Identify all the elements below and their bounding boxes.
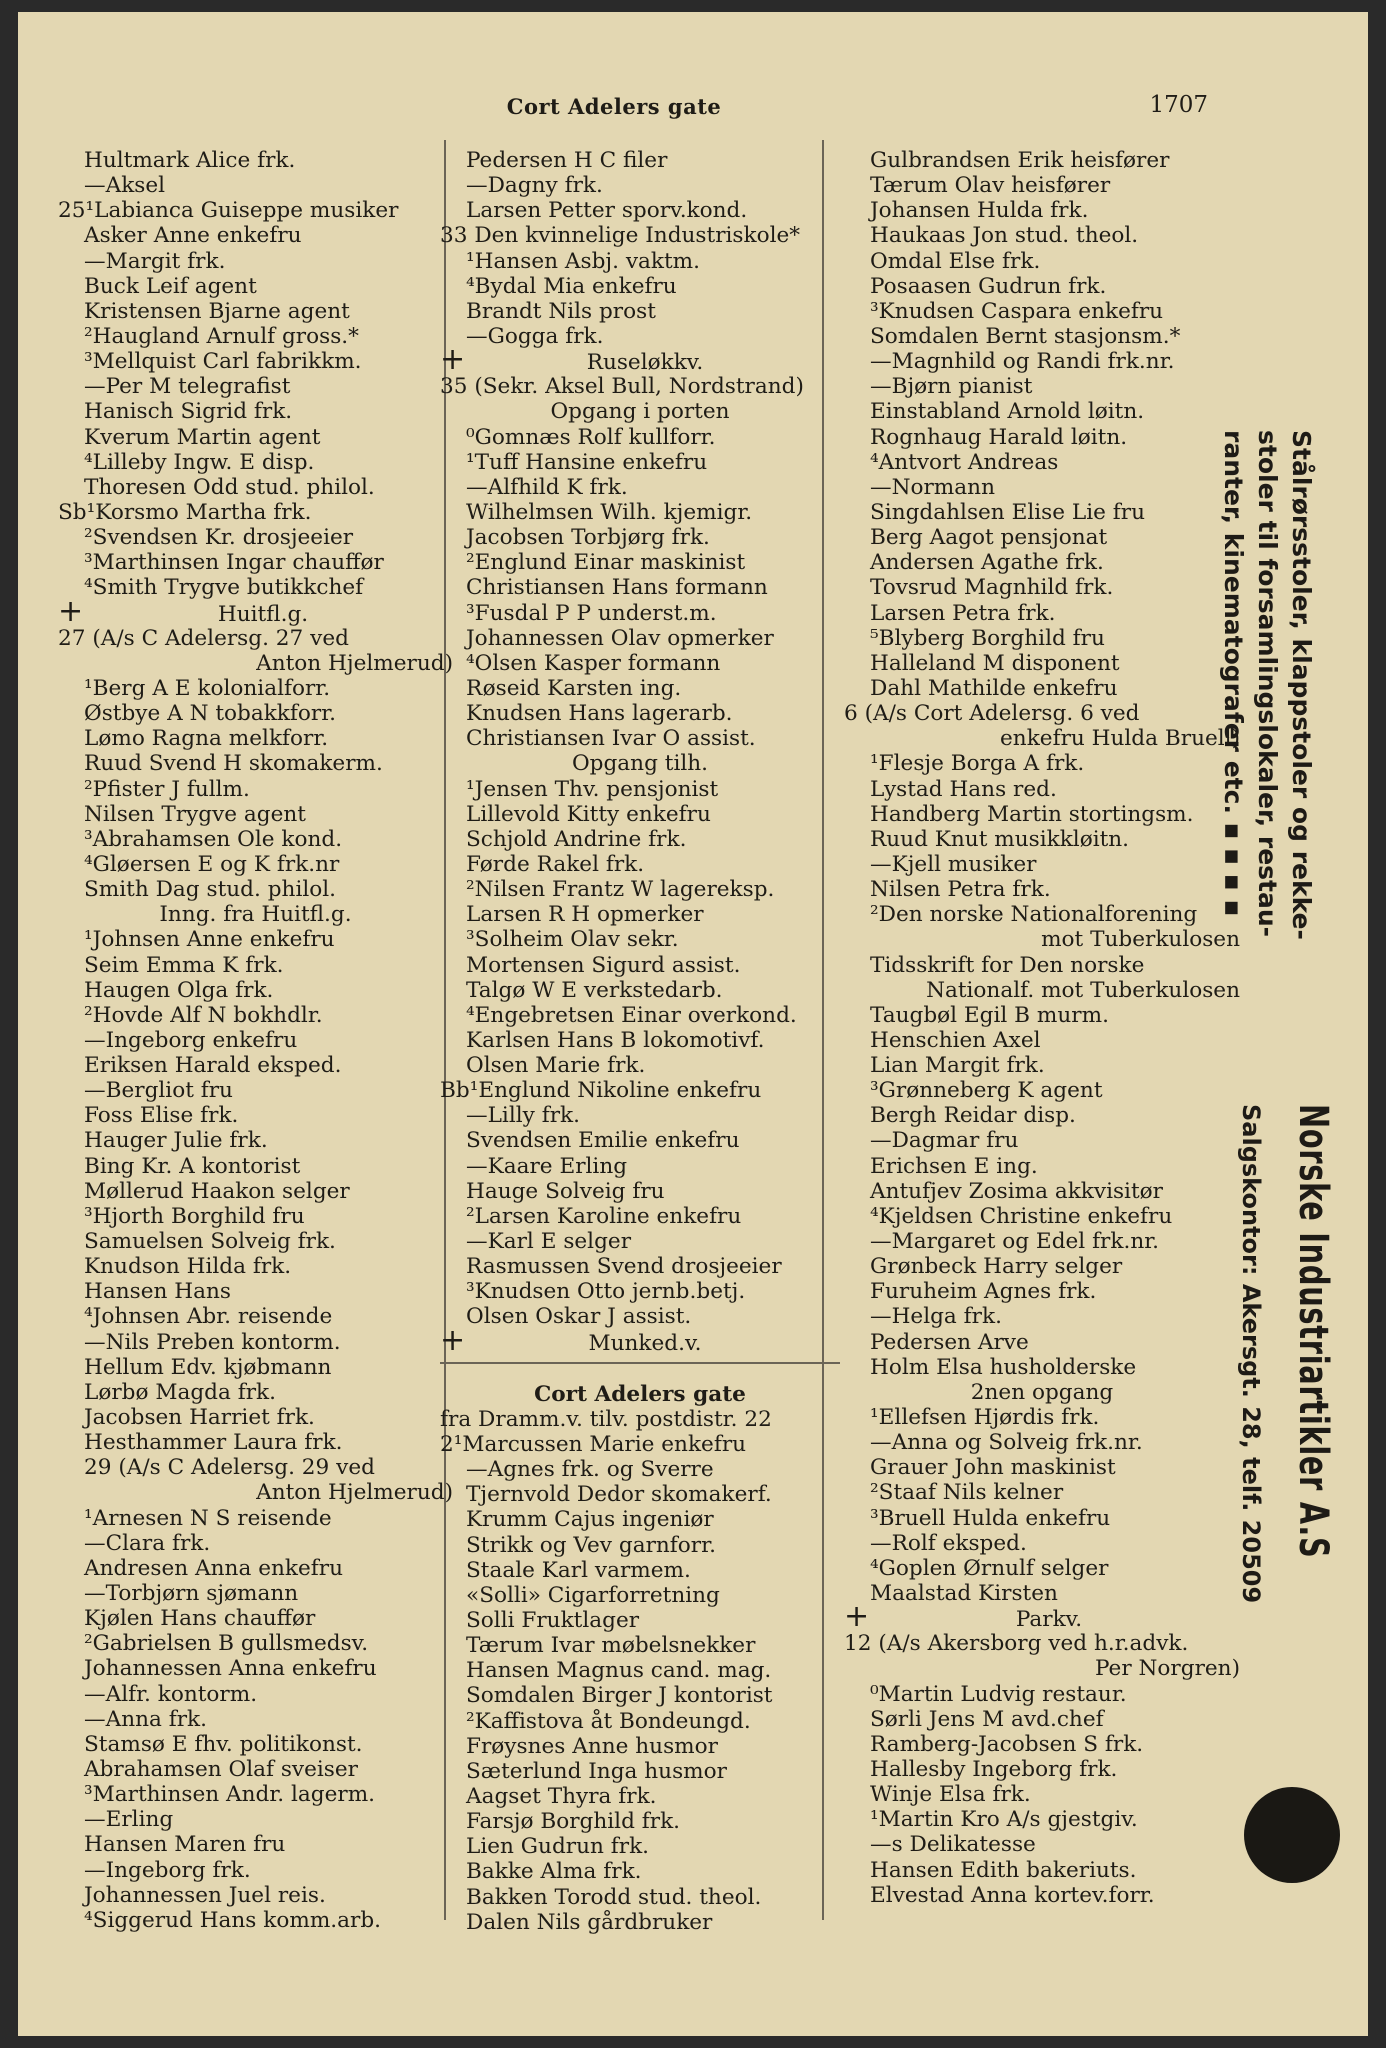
directory-entry: 27 (A/s C Adelersg. 27 ved bbox=[58, 625, 349, 651]
directory-entry: ¹Martin Kro A/s gjestgiv. bbox=[870, 1807, 1138, 1833]
directory-entry: ²Kaffistova åt Bondeungd. bbox=[466, 1708, 751, 1734]
directory-entry: Lillevold Kitty enkefru bbox=[466, 801, 711, 827]
directory-entry: —Erling bbox=[84, 1807, 174, 1833]
directory-entry: Maalstad Kirsten bbox=[870, 1581, 1058, 1607]
directory-entry: 12 (A/s Akersborg ved h.r.advk. bbox=[844, 1631, 1189, 1657]
page-number: 1707 bbox=[1149, 92, 1208, 118]
directory-entry: —Kaare Erling bbox=[466, 1153, 628, 1179]
directory-entry: ¹Arnesen N S reisende bbox=[84, 1505, 332, 1531]
directory-entry: —Bjørn pianist bbox=[870, 374, 1033, 400]
directory-entry: ³Hjorth Borghild fru bbox=[84, 1203, 305, 1229]
directory-entry: —Ingeborg frk. bbox=[84, 1857, 251, 1883]
directory-entry: Krumm Cajus ingeniør bbox=[466, 1507, 714, 1533]
directory-entry: ⁰Martin Ludvig restaur. bbox=[870, 1681, 1127, 1707]
directory-entry: —Alfr. kontorm. bbox=[84, 1681, 258, 1707]
directory-entry: Andersen Agathe frk. bbox=[870, 550, 1104, 576]
directory-entry: Posaasen Gudrun frk. bbox=[870, 273, 1107, 299]
directory-entry: Furuheim Agnes frk. bbox=[870, 1279, 1097, 1305]
directory-entry: —Kjell musiker bbox=[870, 851, 1037, 877]
directory-entry: Johannessen Anna enkefru bbox=[84, 1656, 377, 1682]
directory-entry: ²Pfister J fullm. bbox=[84, 776, 250, 802]
directory-entry: —Magnhild og Randi frk.nr. bbox=[870, 349, 1175, 375]
directory-entry: Henschien Axel bbox=[870, 1027, 1041, 1053]
cross-street-label: Munked.v. bbox=[588, 1330, 702, 1356]
directory-entry: Tjernvold Dedor skomakerf. bbox=[466, 1482, 772, 1508]
directory-entry: Christiansen Ivar O assist. bbox=[466, 726, 756, 752]
cross-street bbox=[58, 593, 453, 629]
directory-entry: Dahl Mathilde enkefru bbox=[870, 675, 1118, 701]
directory-entry: Sørli Jens M avd.chef bbox=[870, 1706, 1104, 1732]
directory-entry: Bakken Torodd stud. theol. bbox=[466, 1884, 762, 1910]
directory-entry: enkefru Hulda Bruell) bbox=[1000, 726, 1240, 752]
directory-entry: ³Bruell Hulda enkefru bbox=[870, 1505, 1111, 1531]
directory-entry: Larsen R H opmerker bbox=[466, 902, 704, 928]
directory-entry: 33 Den kvinnelige Industriskole* bbox=[440, 223, 801, 249]
directory-entry: Sæterlund Inga husmor bbox=[466, 1758, 727, 1784]
directory-entry: ³Grønneberg K agent bbox=[870, 1078, 1103, 1104]
directory-entry: —Margaret og Edel frk.nr. bbox=[870, 1229, 1160, 1255]
directory-entry: Larsen Petter sporv.kond. bbox=[466, 198, 748, 224]
directory-entry: Ruud Knut musikkløitn. bbox=[870, 826, 1130, 852]
directory-entry: ²Svendsen Kr. drosjeeier bbox=[84, 525, 354, 551]
section-rule bbox=[440, 1362, 840, 1382]
directory-entry: Tidsskrift for Den norske bbox=[870, 952, 1145, 978]
directory-entry: 29 (A/s C Adelersg. 29 ved bbox=[84, 1455, 375, 1481]
directory-entry: Inng. fra Huitfl.g. bbox=[159, 902, 352, 928]
cross-street-label: Ruseløkkv. bbox=[586, 350, 704, 376]
ad-line-1: Stålrørsstoler, klappstoler og rekke- bbox=[1287, 430, 1316, 940]
directory-entry: Anton Hjelmerud) bbox=[256, 1480, 453, 1506]
directory-entry: Lørbø Magda frk. bbox=[84, 1379, 276, 1405]
directory-entry: —Dagny frk. bbox=[466, 173, 603, 199]
directory-entry: Nilsen Petra frk. bbox=[870, 877, 1051, 903]
directory-entry: Eriksen Harald eksped. bbox=[84, 1053, 342, 1079]
cross-street-label: Parkv. bbox=[1015, 1607, 1083, 1633]
cross-icon: + bbox=[440, 342, 466, 378]
cross-street-label: Huitfl.g. bbox=[217, 601, 309, 627]
directory-entry: —Clara frk. bbox=[84, 1530, 211, 1556]
directory-entry: ⁴Antvort Andreas bbox=[870, 449, 1059, 475]
directory-entry: Antufjev Zosima akkvisitør bbox=[870, 1178, 1163, 1204]
directory-entry: ²Larsen Karoline enkefru bbox=[466, 1203, 742, 1229]
directory-entry: ⁵Blyberg Borghild fru bbox=[870, 625, 1105, 651]
directory-entry: Haukaas Jon stud. theol. bbox=[870, 223, 1139, 249]
directory-entry: Grønbeck Harry selger bbox=[870, 1254, 1123, 1280]
directory-entry: Strikk og Vev garnforr. bbox=[466, 1532, 716, 1558]
directory-entry: Olsen Marie frk. bbox=[466, 1053, 646, 1079]
directory-entry: Johannessen Juel reis. bbox=[84, 1882, 326, 1908]
page-title: Cort Adelers gate bbox=[506, 94, 722, 119]
directory-entry: ²Haugland Arnulf gross.* bbox=[84, 323, 359, 349]
directory-entry: Anton Hjelmerud) bbox=[256, 650, 453, 676]
directory-entry: Hansen Hans bbox=[84, 1279, 231, 1305]
directory-entry: —Nils Preben kontorm. bbox=[84, 1329, 341, 1355]
directory-entry: Rasmussen Svend drosjeeier bbox=[466, 1254, 782, 1280]
directory-entry: —Margit frk. bbox=[84, 248, 226, 274]
directory-entry: Erichsen E ing. bbox=[870, 1153, 1038, 1179]
column-2 bbox=[440, 148, 840, 1935]
directory-entry: ³Marthinsen Ingar chauffør bbox=[84, 550, 384, 576]
directory-entry: Jacobsen Harriet frk. bbox=[84, 1405, 315, 1431]
directory-entry: Johansen Hulda frk. bbox=[870, 198, 1089, 224]
directory-entry: —Torbjørn sjømann bbox=[84, 1581, 299, 1607]
directory-entry: ⁴Bydal Mia enkefru bbox=[466, 273, 677, 299]
directory-entry: Hellum Edv. kjøbmann bbox=[84, 1354, 332, 1380]
directory-entry: ⁴Goplen Ørnulf selger bbox=[870, 1555, 1109, 1581]
directory-entry: Somdalen Bernt stasjonsm.* bbox=[870, 323, 1181, 349]
directory-entry: Hansen Maren fru bbox=[84, 1832, 286, 1858]
directory-entry: Smith Dag stud. philol. bbox=[84, 877, 337, 903]
directory-entry: Schjold Andrine frk. bbox=[466, 826, 687, 852]
directory-entry: —Aksel bbox=[84, 173, 166, 199]
directory-entry: Røseid Karsten ing. bbox=[466, 675, 682, 701]
directory-entry: Berg Aagot pensjonat bbox=[870, 525, 1108, 551]
directory-entry: Gulbrandsen Erik heisfører bbox=[870, 148, 1170, 173]
directory-entry: —Dagmar fru bbox=[870, 1128, 1019, 1154]
directory-entry: ¹Hansen Asbj. vaktm. bbox=[466, 248, 700, 274]
directory-entry: ³Abrahamsen Ole kond. bbox=[84, 826, 343, 852]
directory-entry: Pedersen H C filer bbox=[466, 148, 668, 173]
directory-entry: —Bergliot fru bbox=[84, 1078, 233, 1104]
directory-entry: ¹Johnsen Anne enkefru bbox=[84, 927, 335, 953]
directory-entry: Knudsen Hans lagerarb. bbox=[466, 701, 733, 727]
directory-entry: ³Knudsen Otto jernb.betj. bbox=[466, 1279, 746, 1305]
ad-line-3: ranter, kinematografer etc. ▪ ▪ ▪ ▪ bbox=[1219, 430, 1248, 917]
directory-entry: ¹Tuff Hansine enkefru bbox=[466, 449, 708, 475]
directory-entry: —Karl E selger bbox=[466, 1229, 632, 1255]
directory-entry: ⁴Engebretsen Einar overkond. bbox=[466, 1002, 797, 1028]
sales-office: Salgskontor: Akersgt. 28, telf. 20509 bbox=[1237, 1104, 1265, 1604]
directory-entry: Somdalen Birger J kontorist bbox=[466, 1683, 773, 1709]
directory-entry: —Agnes frk. og Sverre bbox=[466, 1457, 714, 1483]
directory-entry: —Lilly frk. bbox=[466, 1103, 580, 1129]
column-3 bbox=[844, 148, 1240, 1908]
directory-entry: Hanisch Sigrid frk. bbox=[84, 399, 293, 425]
directory-entry: ²Staaf Nils kelner bbox=[870, 1480, 1064, 1506]
directory-entry: Tærum Olav heisfører bbox=[870, 173, 1111, 199]
directory-entry: Møllerud Haakon selger bbox=[84, 1178, 350, 1204]
directory-entry: ²Den norske Nationalforening bbox=[870, 902, 1198, 928]
directory-entry: Handberg Martin stortingsm. bbox=[870, 801, 1194, 827]
directory-entry: Johannessen Olav opmerker bbox=[466, 625, 774, 651]
directory-entry: Tærum Ivar møbelsnekker bbox=[466, 1633, 756, 1659]
directory-entry: Stamsø E fhv. politikonst. bbox=[84, 1731, 363, 1757]
directory-entry: Lystad Hans red. bbox=[870, 776, 1057, 802]
directory-entry: 35 (Sekr. Aksel Bull, Nordstrand) bbox=[440, 374, 804, 400]
company-logo bbox=[1244, 1787, 1340, 1883]
directory-entry: ³Fusdal P P underst.m. bbox=[466, 600, 717, 626]
directory-entry: Holm Elsa husholderske bbox=[870, 1354, 1137, 1380]
directory-entry: «Solli» Cigarforretning bbox=[466, 1582, 720, 1608]
directory-entry: Solli Fruktlager bbox=[466, 1608, 640, 1634]
directory-entry: Staale Karl varmem. bbox=[466, 1557, 691, 1583]
directory-entry: Per Norgren) bbox=[1095, 1656, 1240, 1682]
directory-entry: Karlsen Hans B lokomotivf. bbox=[466, 1027, 765, 1053]
directory-entry: —Rolf eksped. bbox=[870, 1530, 1027, 1556]
directory-entry: Lømo Ragna melkforr. bbox=[84, 726, 329, 752]
directory-entry: Olsen Oskar J assist. bbox=[466, 1304, 692, 1330]
directory-entry: Einstabland Arnold løitn. bbox=[870, 399, 1145, 425]
ad-line-2: stoler til forsamlingslokaler, restau- bbox=[1253, 430, 1282, 938]
directory-entry: Larsen Petra frk. bbox=[870, 600, 1056, 626]
directory-page bbox=[18, 12, 1368, 2036]
directory-entry: Kjølen Hans chauffør bbox=[84, 1606, 316, 1632]
directory-entry: 25¹Labianca Guiseppe musiker bbox=[58, 198, 399, 224]
directory-entry: Dalen Nils gårdbruker bbox=[466, 1909, 713, 1935]
directory-entry: Bergh Reidar disp. bbox=[870, 1103, 1076, 1129]
directory-entry: Hauger Julie frk. bbox=[84, 1128, 268, 1154]
directory-entry: Christiansen Hans formann bbox=[466, 575, 768, 601]
directory-entry: ⁴Kjeldsen Christine enkefru bbox=[870, 1203, 1173, 1229]
directory-entry: ²Englund Einar maskinist bbox=[466, 550, 746, 576]
directory-entry: ¹Ellefsen Hjørdis frk. bbox=[870, 1405, 1100, 1431]
directory-entry: Opgang i porten bbox=[550, 399, 730, 425]
cross-icon: + bbox=[440, 1322, 466, 1358]
directory-entry: Bb¹Englund Nikoline enkefru bbox=[440, 1078, 762, 1104]
directory-entry: Thoresen Odd stud. philol. bbox=[84, 474, 375, 500]
directory-entry: Asker Anne enkefru bbox=[84, 223, 302, 249]
directory-entry: ³Marthinsen Andr. lagerm. bbox=[84, 1782, 376, 1808]
directory-entry: Brandt Nils prost bbox=[466, 298, 656, 324]
directory-entry: 2¹Marcussen Marie enkefru bbox=[440, 1432, 747, 1458]
directory-entry: Taugbøl Egil B murm. bbox=[870, 1002, 1109, 1028]
directory-entry: Østbye A N tobakkforr. bbox=[84, 701, 337, 727]
directory-entry: fra Dramm.v. tilv. postdistr. 22 bbox=[440, 1406, 772, 1432]
directory-entry: —Helga frk. bbox=[870, 1304, 1002, 1330]
directory-entry: 2nen opgang bbox=[970, 1379, 1114, 1405]
directory-entry: Nilsen Trygve agent bbox=[84, 801, 306, 827]
directory-entry: —Gogga frk. bbox=[466, 323, 604, 349]
directory-entry: Bakke Alma frk. bbox=[466, 1859, 642, 1885]
directory-entry: —Normann bbox=[870, 474, 995, 500]
directory-entry: Hesthammer Laura frk. bbox=[84, 1430, 343, 1456]
directory-entry: —Alfhild K frk. bbox=[466, 474, 628, 500]
directory-entry: Jacobsen Torbjørg frk. bbox=[466, 525, 710, 551]
directory-entry: ⁴Lilleby Ingw. E disp. bbox=[84, 449, 315, 475]
directory-entry: Lien Gudrun frk. bbox=[466, 1834, 650, 1860]
directory-entry: Omdal Else frk. bbox=[870, 248, 1041, 274]
directory-entry: Hallesby Ingeborg frk. bbox=[870, 1757, 1118, 1782]
directory-entry: Halleland M disponent bbox=[870, 650, 1120, 676]
directory-entry: ²Gabrielsen B gullsmedsv. bbox=[84, 1631, 369, 1657]
directory-entry: Mortensen Sigurd assist. bbox=[466, 952, 741, 978]
directory-entry: ⁴Smith Trygve butikkchef bbox=[84, 575, 364, 601]
directory-entry: Hansen Magnus cand. mag. bbox=[466, 1658, 772, 1684]
directory-entry: Bing Kr. A kontorist bbox=[84, 1153, 301, 1179]
directory-entry: Singdahlsen Elise Lie fru bbox=[870, 499, 1145, 525]
cross-icon: + bbox=[844, 1599, 870, 1635]
cross-street bbox=[440, 1322, 840, 1358]
directory-entry: Kverum Martin agent bbox=[84, 424, 321, 450]
directory-entry: —Anna frk. bbox=[84, 1706, 208, 1732]
directory-entry: Kristensen Bjarne agent bbox=[84, 298, 350, 324]
directory-entry: Pedersen Arve bbox=[870, 1329, 1029, 1355]
directory-entry: Farsjø Borghild frk. bbox=[466, 1809, 681, 1835]
directory-entry: ³Mellquist Carl fabrikkm. bbox=[84, 349, 362, 375]
directory-entry: ⁴Johnsen Abr. reisende bbox=[84, 1304, 333, 1330]
directory-entry: Elvestad Anna kortev.forr. bbox=[870, 1882, 1155, 1908]
directory-entry: Hultmark Alice frk. bbox=[84, 148, 296, 173]
directory-entry: Tovsrud Magnhild frk. bbox=[870, 575, 1114, 601]
directory-entry: Frøysnes Anne husmor bbox=[466, 1733, 718, 1759]
directory-entry: Nationalf. mot Tuberkulosen bbox=[926, 977, 1240, 1003]
cross-street bbox=[440, 342, 840, 378]
directory-entry: ⁴Gløersen E og K frk.nr bbox=[84, 851, 340, 877]
directory-entry: Rognhaug Harald løitn. bbox=[870, 424, 1128, 450]
directory-entry: ¹Berg A E kolonialforr. bbox=[84, 675, 331, 701]
directory-entry: Ruud Svend H skomakerm. bbox=[84, 751, 383, 777]
directory-entry: Hansen Edith bakeriuts. bbox=[870, 1857, 1137, 1883]
directory-entry: —s Delikatesse bbox=[870, 1832, 1036, 1858]
company-name: Norske Industriartikler A.S bbox=[1290, 1104, 1336, 1559]
directory-entry: ¹Flesje Borga A frk. bbox=[870, 751, 1085, 777]
directory-entry: Knudson Hilda frk. bbox=[84, 1254, 292, 1280]
directory-entry: ³Solheim Olav sekr. bbox=[466, 927, 679, 953]
directory-entry: Sb¹Korsmo Martha frk. bbox=[58, 499, 312, 525]
directory-entry: mot Tuberkulosen bbox=[1041, 927, 1240, 953]
directory-entry: ²Hovde Alf N bokhdlr. bbox=[84, 1002, 323, 1028]
directory-entry: Andresen Anna enkefru bbox=[84, 1555, 343, 1581]
directory-entry: Førde Rakel frk. bbox=[466, 851, 645, 877]
directory-entry: Lian Margit frk. bbox=[870, 1053, 1045, 1079]
directory-entry: Svendsen Emilie enkefru bbox=[466, 1128, 740, 1154]
section-heading: Cort Adelers gate bbox=[534, 1381, 746, 1407]
directory-entry: ²Nilsen Frantz W lagereksp. bbox=[466, 877, 775, 903]
directory-entry: Abrahamsen Olaf sveiser bbox=[84, 1757, 358, 1782]
cross-street bbox=[844, 1599, 1240, 1635]
directory-entry: Samuelsen Solveig frk. bbox=[84, 1229, 336, 1255]
directory-entry: ⁰Gomnæs Rolf kullforr. bbox=[466, 424, 716, 450]
directory-entry: Winje Elsa frk. bbox=[870, 1782, 1031, 1808]
directory-entry: —Per M telegrafist bbox=[84, 374, 291, 400]
directory-entry: Aagset Thyra frk. bbox=[466, 1784, 657, 1809]
cross-icon: + bbox=[58, 593, 84, 629]
directory-entry: Foss Elise frk. bbox=[84, 1103, 239, 1129]
directory-entry: ⁴Siggerud Hans komm.arb. bbox=[84, 1907, 382, 1933]
directory-entry: —Anna og Solveig frk.nr. bbox=[870, 1430, 1143, 1456]
directory-entry: Haugen Olga frk. bbox=[84, 977, 274, 1003]
side-advertisement bbox=[1216, 430, 1318, 940]
directory-entry: Hauge Solveig fru bbox=[466, 1178, 665, 1204]
directory-entry: ³Knudsen Caspara enkefru bbox=[870, 298, 1164, 324]
directory-entry: Wilhelmsen Wilh. kjemigr. bbox=[466, 499, 753, 525]
column-1 bbox=[58, 148, 453, 1933]
directory-entry: Ramberg-Jacobsen S frk. bbox=[870, 1731, 1144, 1757]
directory-entry: Opgang tilh. bbox=[571, 751, 709, 777]
directory-entry: Seim Emma K frk. bbox=[84, 952, 284, 978]
directory-entry: 6 (A/s Cort Adelersg. 6 ved bbox=[844, 701, 1140, 727]
directory-entry: Grauer John maskinist bbox=[870, 1455, 1116, 1481]
directory-entry: ⁴Olsen Kasper formann bbox=[466, 650, 721, 676]
directory-entry: ¹Jensen Thv. pensjonist bbox=[466, 776, 719, 802]
directory-entry: Talgø W E verkstedarb. bbox=[466, 977, 723, 1003]
directory-entry: —Ingeborg enkefru bbox=[84, 1027, 298, 1053]
directory-entry: Buck Leif agent bbox=[84, 273, 257, 299]
